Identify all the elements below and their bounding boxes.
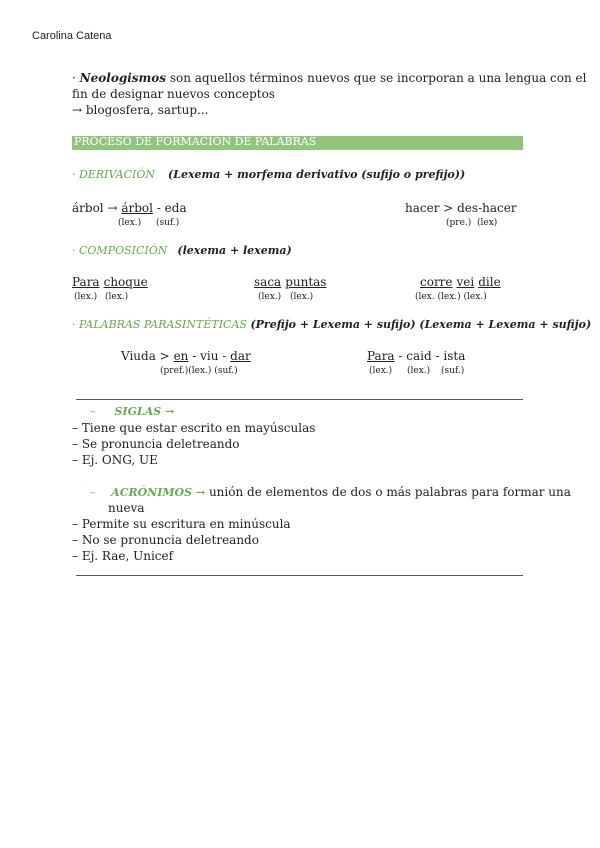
label-suf: (suf.) — [156, 218, 180, 228]
list-item: – Ej. Rae, Unicef — [72, 549, 174, 563]
ex-word: Viuda > — [121, 349, 170, 363]
ex-lexema: - viu - — [192, 349, 227, 363]
acronimos-definition: unión de elementos de dos o más palabras para formar una — [208, 485, 571, 499]
ex-sufijo: - eda — [156, 201, 187, 215]
intro-definition: son aquellos términos nuevos que se incorporan a una lengua con el — [169, 71, 587, 85]
parasinteticas-example-2 — [367, 349, 465, 363]
label-lex: (lex.) — [369, 366, 393, 376]
composicion-heading-line — [72, 244, 292, 257]
siglas-heading-line — [90, 405, 174, 418]
label-lex: (lex) — [477, 218, 498, 228]
list-item: – Ej. ONG, UE — [72, 453, 158, 467]
ex-word: árbol → — [72, 201, 118, 215]
composicion-heading: · COMPOSICIÓN — [72, 244, 168, 257]
acronimos-dash: – — [90, 486, 96, 499]
list-item: – Se pronuncia deletreando — [72, 437, 240, 451]
list-item: – No se pronuncia deletreando — [72, 533, 259, 547]
composicion-example-1 — [72, 275, 148, 289]
ex-lexema: dile — [478, 275, 501, 289]
composicion-example-3 — [420, 275, 501, 289]
ex-lexema: saca — [254, 275, 282, 289]
ex-rest: - caid - ista — [398, 349, 466, 363]
divider — [76, 575, 523, 576]
term-neologismos: Neologismos — [79, 71, 166, 85]
ex-lexema: puntas — [285, 275, 327, 289]
parasinteticas-example-1 — [121, 349, 251, 363]
acronimos-heading-line — [90, 485, 571, 499]
acronimos-heading: ACRÓNIMOS → — [111, 486, 206, 499]
composicion-formula: (lexema + lexema) — [177, 244, 292, 257]
ex-lexema: choque — [103, 275, 148, 289]
derivacion-heading: · DERIVACIÓN — [72, 168, 156, 181]
intro-examples: → blogosfera, sartup... — [72, 103, 209, 117]
siglas-heading: SIGLAS → — [114, 405, 175, 418]
label-suf: (suf.) — [441, 366, 465, 376]
bullet: · — [72, 71, 76, 85]
list-item: – Tiene que estar escrito en mayúsculas — [72, 421, 316, 435]
label-lex: (lex.) — [258, 292, 282, 302]
parasinteticas-heading-line — [72, 318, 591, 331]
ex-lexema: Para — [367, 349, 395, 363]
composicion-example-2 — [254, 275, 326, 289]
section-banner-title: PROCESO DE FORMACIÓN DE PALABRAS — [74, 135, 317, 148]
label-lex-group: (lex. (lex.) (lex.) — [415, 292, 487, 302]
intro-line-2: fin de designar nuevos conceptos — [72, 87, 275, 101]
label-lex: (lex.) — [118, 218, 142, 228]
ex-prefijo: en — [173, 349, 189, 363]
section-banner — [72, 136, 523, 150]
ex-lexema: vei — [456, 275, 475, 289]
author-name: Carolina Catena — [32, 30, 112, 42]
derivacion-example-2: hacer > des-hacer — [405, 201, 517, 215]
parasinteticas-formula: (Prefijo + Lexema + sufijo) (Lexema + Lexema + sufijo) — [250, 318, 592, 331]
derivacion-heading-line — [72, 168, 465, 181]
divider — [76, 399, 523, 400]
ex-lexema: árbol — [121, 201, 153, 215]
intro-line-1 — [72, 71, 587, 85]
label-pre: (pre.) — [446, 218, 472, 228]
label-lex: (lex.) — [407, 366, 431, 376]
derivacion-formula: (Lexema + morfema derivativo (sufijo o prefijo)) — [168, 168, 466, 181]
label-lex: (lex.) — [290, 292, 314, 302]
list-item: – Permite su escritura en minúscula — [72, 517, 291, 531]
ex-lexema: corre — [420, 275, 453, 289]
label-lex: (lex.) — [74, 292, 98, 302]
siglas-dash: – — [90, 405, 96, 418]
label-group: (pref.)(lex.) (suf.) — [160, 366, 238, 376]
ex-lexema: Para — [72, 275, 100, 289]
derivacion-example-1 — [72, 201, 187, 215]
ex-sufijo: dar — [230, 349, 251, 363]
label-lex: (lex.) — [105, 292, 129, 302]
parasinteticas-heading: · PALABRAS PARASINTÉTICAS — [72, 318, 247, 331]
acronimos-definition-cont: nueva — [108, 501, 145, 515]
